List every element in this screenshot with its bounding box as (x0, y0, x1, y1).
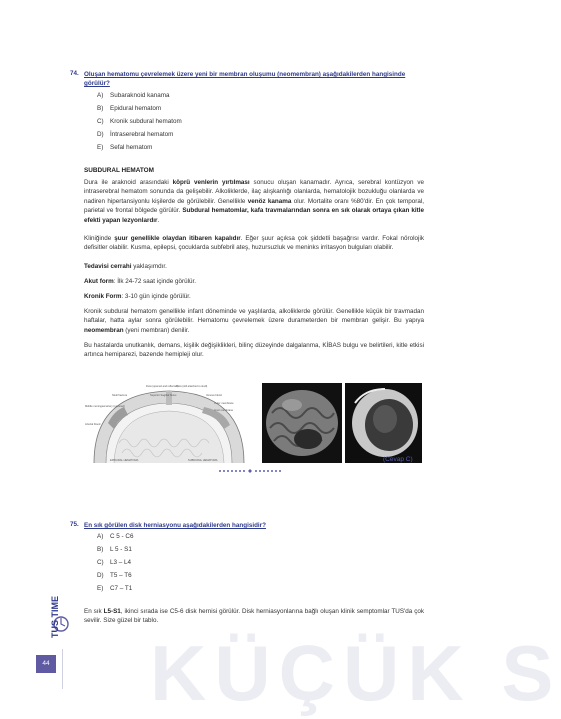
label-subdural: SUBDURAL HEMATOMA (188, 459, 218, 462)
option-a[interactable]: A) C 5 - C6 (97, 533, 134, 540)
label-epidural: EPIDURAL HEMATOMA (110, 459, 139, 462)
paragraph-chronic-detail: Kronik subdural hematom genellikle infant döneminde ve yaşlılarda, alkoliklerde görülür. Genellikle küçük bir travmadan haftalar, hatta aylar sonra görülebilir. Hematomu çevrelemek üzere durameterden bir membran gelişir. Bu yapıya neomembran (yeni membran) denilir. (84, 308, 424, 334)
specimen-photo-1 (262, 383, 342, 463)
section-heading: SUBDURAL HEMATOM (84, 167, 154, 174)
label-arterial-blood: Arterial blood (85, 423, 101, 426)
option-d[interactable]: D) T5 – T6 (97, 572, 132, 579)
question-number: 74. (70, 70, 79, 77)
answer-label: (Cevap C) (383, 456, 413, 463)
paragraph-symptoms: Bu hastalarda unutkanlık, demans, kişilik değişiklikleri, bilinç düzeyinde dalgalanma, KİBAS bulgu ve belirtileri, kitle etkisi artınca hemiparezi, bazende hemipleji olur. (84, 342, 424, 359)
page-edge-line (62, 649, 63, 689)
option-a[interactable]: A) Subaraknoid kanama (97, 92, 170, 99)
option-c[interactable]: C) L3 – L4 (97, 559, 132, 566)
paragraph-chronic: Kronik Form: 3-10 gün içinde görülür. (84, 293, 191, 300)
label-venous-blood: Venous blood (206, 394, 222, 397)
paragraph-treatment: Tedavisi cerrahi yaklaşımdır. (84, 263, 167, 270)
page-number: 44 (36, 655, 56, 673)
paragraph-disc-herniation: En sık L5-S1, ikinci sırada ise C5-6 disk hernisi görülür. Disk herniasyonlarına bağlı oluşan klinik semptomlar TUS'da çok sevilir. Size güzel bir tablo. (84, 608, 424, 625)
question-number: 75. (70, 521, 79, 528)
label-dura-opened: Dura (opened and reflected) (146, 385, 179, 388)
svg-text:TUS TIME: TUS TIME (50, 596, 60, 638)
watermark: KÜÇÜK S (150, 629, 561, 717)
label-sagittal-sinus: Superior Sagittal Sinus (150, 394, 177, 397)
option-e[interactable]: E) Sefal hematom (97, 144, 153, 151)
option-c[interactable]: C) Kronik subdural hematom (97, 118, 182, 125)
question-text (84, 70, 424, 88)
section-divider (215, 469, 285, 473)
label-middle-meningeal: Middle meningeal artery (ruptured) (85, 405, 125, 408)
question-text (84, 521, 424, 530)
label-inner-membrane: Inner membrane (214, 409, 234, 412)
label-outer-membrane: Outer membrane (214, 402, 234, 405)
option-b[interactable]: B) L 5 - S1 (97, 546, 132, 553)
question-74-text: Oluşan hematomu çevrelemek üzere yeni bir membran oluşumu (neomembran) aşağıdakilerden hangisinde görülür? (84, 71, 406, 87)
label-skull-fracture: Skull fracture (112, 394, 128, 397)
paragraph-clinic: Kliniğinde şuur genellikle olaydan itibaren kapalıdır. Eğer şuur açıksa çok şiddetli başağrısı vardır. Fokal nörolojik defisitler olabilir. Kusma, epilepsi, çocuklarda subfebril ateş, huzursuzluk ve meninks irritasyon bulguları olabilir. (84, 235, 425, 252)
option-b[interactable]: B) Epidural hematom (97, 105, 162, 112)
option-e[interactable]: E) C7 – T1 (97, 585, 133, 592)
paragraph-acute: Akut form: İlk 24-72 saat içinde görülür. (84, 278, 197, 285)
label-dura-attached: Dura (still attached to skull) (176, 385, 208, 388)
option-d[interactable]: D) İntraserebral hematom (97, 131, 174, 138)
tustime-logo (34, 578, 70, 638)
hematoma-diagram (84, 383, 254, 463)
question-75-text: En sık görülen disk herniasyonu aşağıdakilerden hangisidir? (84, 522, 266, 529)
paragraph-definition: Dura ile araknoid arasındaki köprü venlerin yırtılması sonucu oluşan kanamadır. Ayrıca, serebral kontüzyon ve intraserebral hematom sonunda da gelişebilir. Alkoliklerde, ilaç alışkanlığı olanlarda, hematolojik bozukluğu olanlarda ve nadiren hipertansiyonlu kişilerde de görülebilir. Genellikle venöz kanama olur. Mortalite oranı %80'dir. En çok temporal, parietal ve frontal bölgede görülür. Subdural hematomlar, kafa travmalarından sonra en sık olarak ortaya çıkan kitle efekti yapan lezyonlardır. (84, 179, 425, 224)
specimen-photo-2 (345, 383, 422, 463)
